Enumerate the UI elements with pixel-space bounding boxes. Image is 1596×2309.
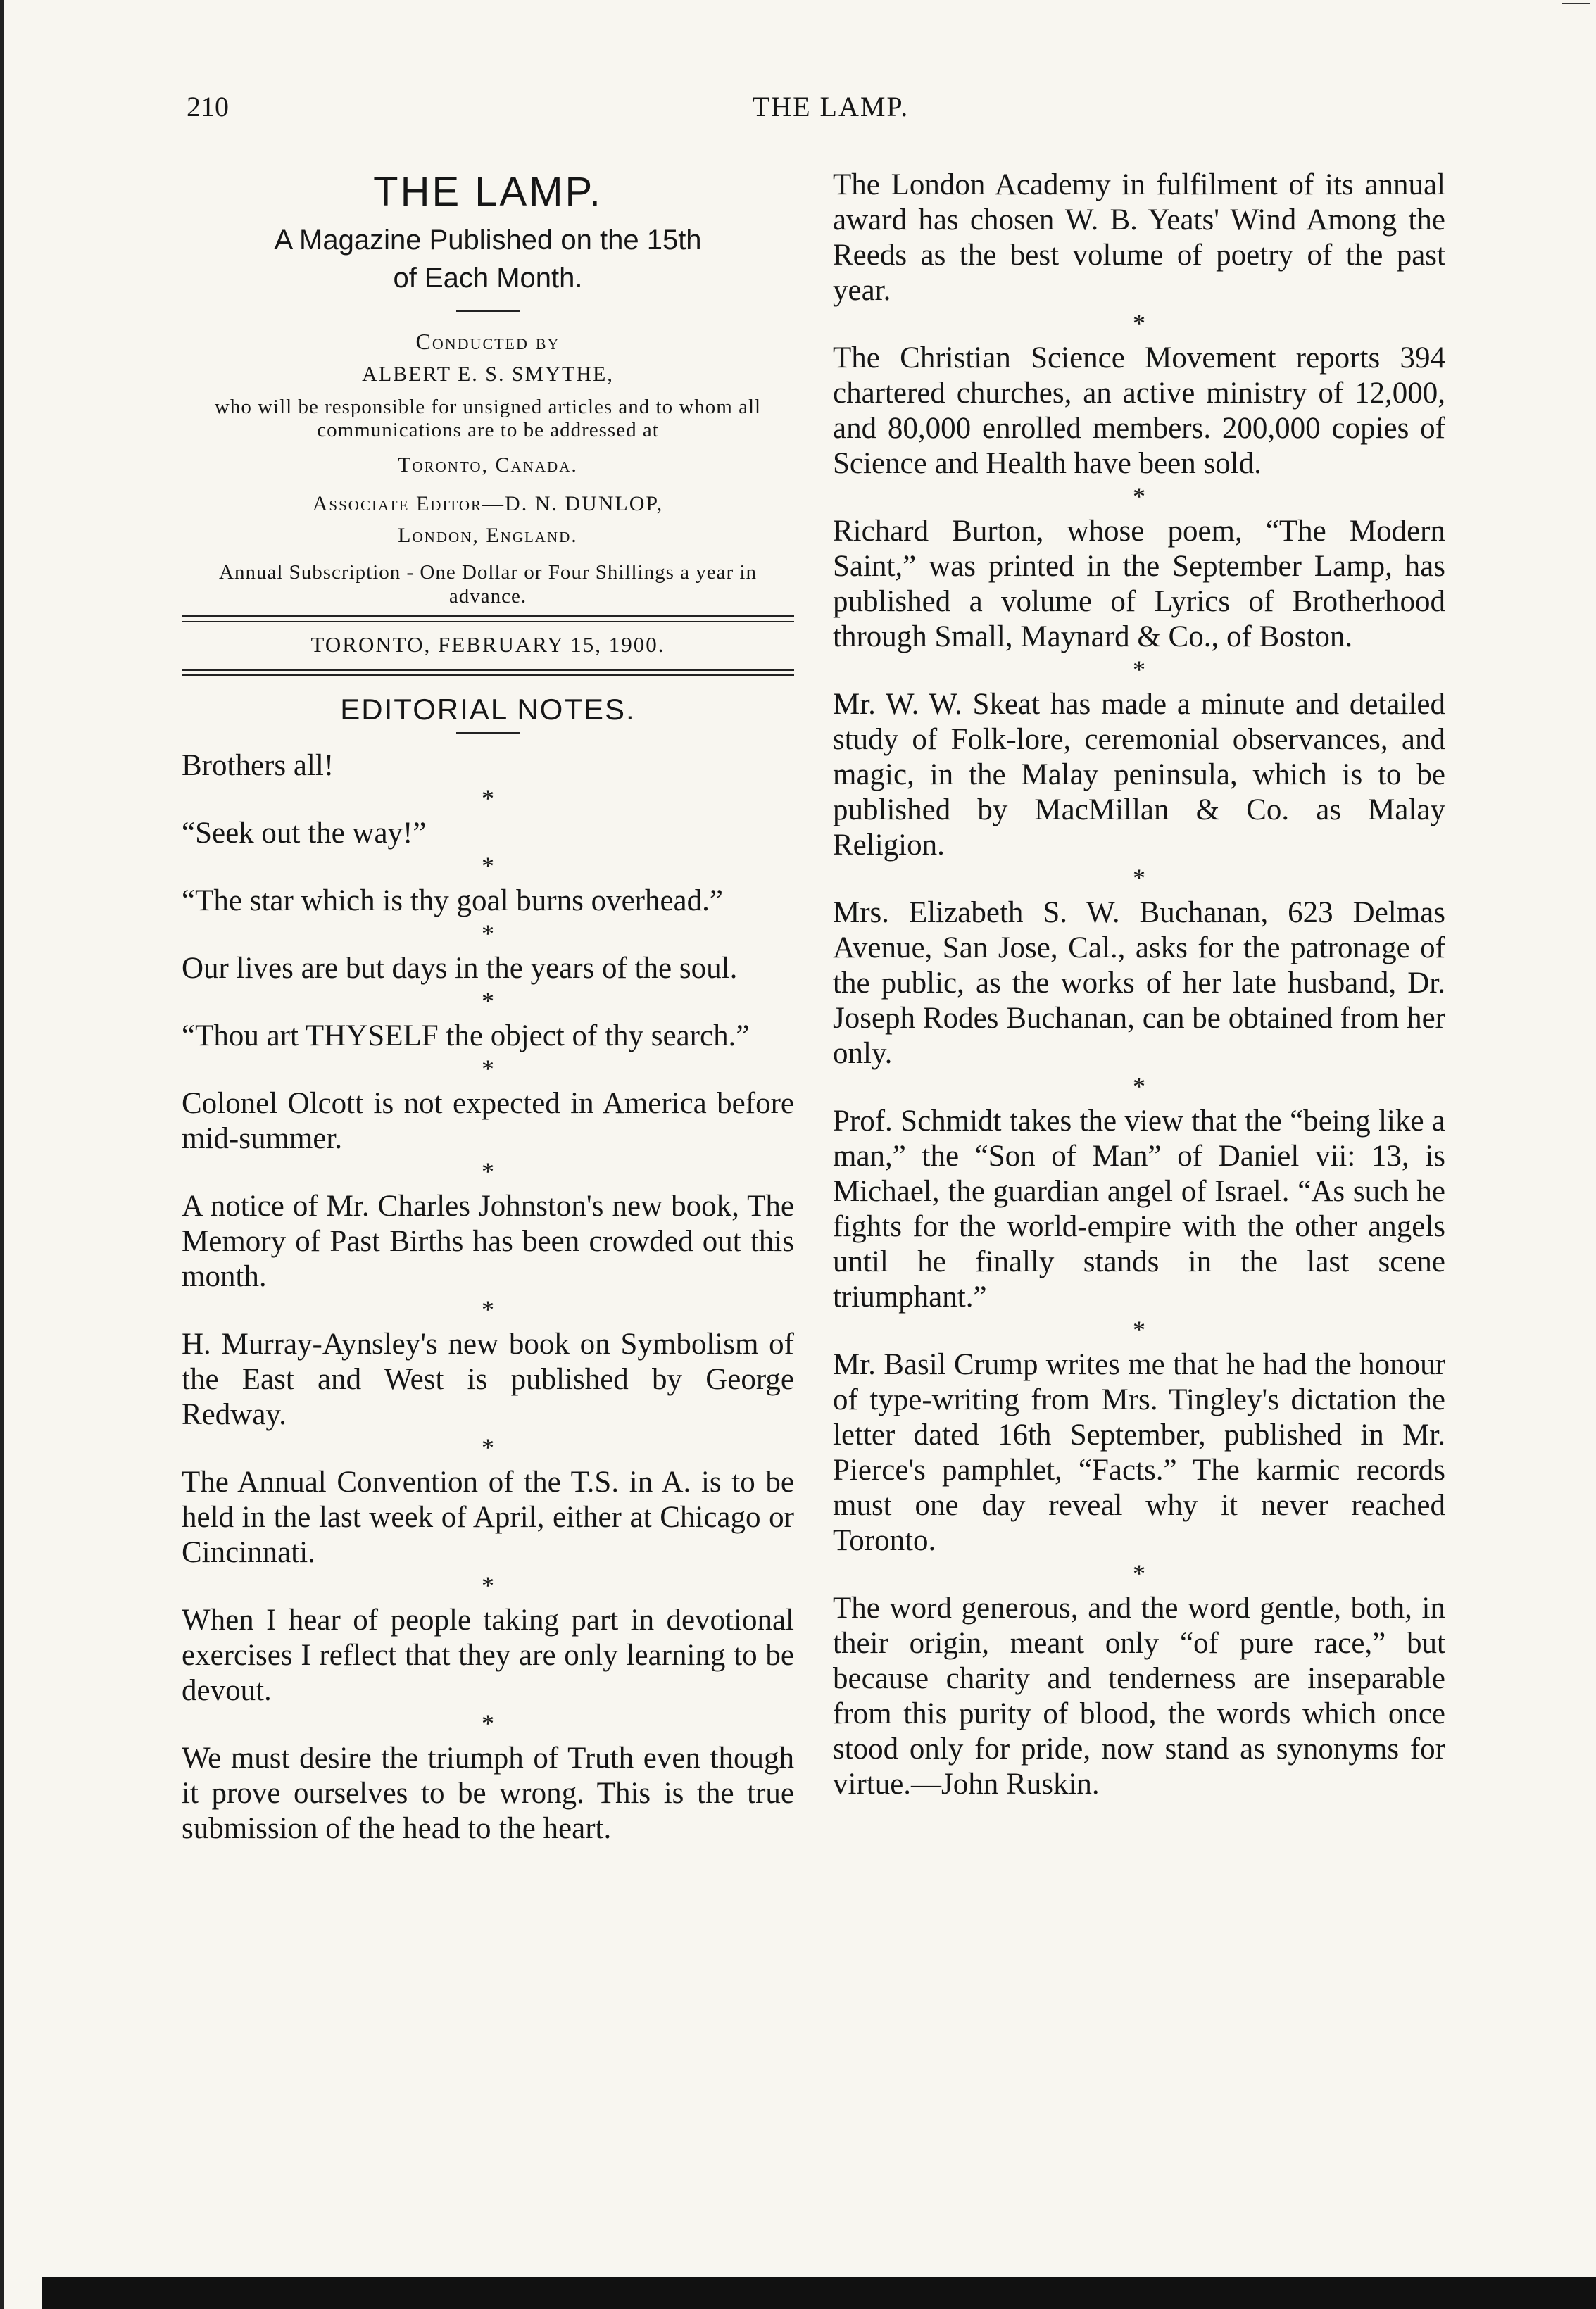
right-column: [833, 168, 1445, 1802]
note-separator: *: [1133, 482, 1145, 510]
editorial-note: Prof. Schmidt takes the view that the “being like a man,” the “Son of Man” of Daniel vii: 13, is Michael, the guardian angel of Israel. “As such he fights for the world-empire with the other angels until he finally stands in the last scene triumphant.”: [833, 1105, 1445, 1314]
page-number: 210: [187, 91, 229, 122]
page-edge-shadow: [0, 0, 4, 2309]
note-separator: *: [1133, 1072, 1145, 1100]
dateline-rule-top: [182, 615, 794, 622]
associate-editor: Associate Editor—D. N. DUNLOP,: [312, 492, 664, 516]
editorial-note: “Thou art THYSELF the object of thy search.”: [182, 1019, 750, 1052]
editorial-note: Colonel Olcott is not expected in America before mid-summer.: [182, 1086, 794, 1155]
responsibility-note: who will be responsible for unsigned articles and to whom all communications are to be addressed at: [214, 395, 762, 441]
note-separator: *: [1133, 1316, 1145, 1344]
note-separator: *: [482, 1054, 494, 1083]
editorial-note: A notice of Mr. Charles Johnston's new book, The Memory of Past Births has been crowded out this month.: [182, 1189, 794, 1293]
editorial-note: Richard Burton, whose poem, “The Modern Saint,” was printed in the September Lamp, has published a volume of Lyrics of Brotherhood through Small, Maynard & Co., of Boston.: [833, 515, 1445, 653]
running-title: THE LAMP.: [752, 91, 910, 122]
editorial-note: The London Academy in fulfilment of its annual award has chosen W. B. Yeats' Wind Among the Reeds as the best volume of poetry of the past year.: [833, 168, 1445, 307]
note-separator: *: [482, 851, 494, 880]
editorial-note: Mr. W. W. Skeat has made a minute and detailed study of Folk-lore, ceremonial observances, and magic, in the Malay peninsula, which is to be published by MacMillan & Co. as Malay Religion.: [833, 688, 1445, 862]
editorial-note: The Christian Science Movement reports 394 chartered churches, an active ministry of 12,000, and 80,000 enrolled members. 200,000 copies of Science and Health have been sold.: [833, 341, 1445, 480]
masthead-rule: [456, 310, 520, 312]
masthead-subtitle-2: of Each Month.: [393, 262, 583, 294]
left-column: [182, 168, 794, 1846]
subscription-note: Annual Subscription - One Dollar or Four Shillings a year in advance.: [219, 561, 757, 608]
note-separator: *: [482, 784, 494, 812]
note-separator: *: [1133, 864, 1145, 892]
note-separator: *: [482, 986, 494, 1015]
editor-name: ALBERT E. S. SMYTHE,: [362, 362, 614, 386]
editorial-note: Our lives are but days in the years of the soul.: [182, 951, 738, 985]
note-separator: *: [482, 1295, 494, 1323]
editorial-rule: [456, 732, 520, 734]
note-separator: *: [1133, 655, 1145, 684]
editorial-note: H. Murray-Aynsley's new book on Symbolism of the East and West is published by George Redway.: [182, 1327, 794, 1431]
associate-location: London, England.: [398, 524, 578, 548]
conducted-by: Conducted by: [415, 328, 560, 354]
note-separator: *: [482, 1433, 494, 1461]
dateline: TORONTO, FEBRUARY 15, 1900.: [310, 631, 665, 657]
dateline-rule-bottom: [182, 669, 794, 676]
editor-address: Toronto, Canada.: [398, 453, 578, 477]
editorial-note: The Annual Convention of the T.S. in A. is to be held in the last week of April, either at Chicago or Cincinnati.: [182, 1465, 794, 1569]
note-separator: *: [482, 1571, 494, 1599]
editorial-note: “Seek out the way!”: [182, 816, 427, 850]
editorial-note: The word generous, and the word gentle, both, in their origin, meant only “of pure race,” but because charity and tenderness are inseparable from this purity of blood, the words which once stood only for pride, now stand as synonyms for virtue.—John Ruskin.: [833, 1592, 1445, 1801]
note-separator: *: [482, 1709, 494, 1737]
editorial-heading: EDITORIAL NOTES.: [340, 692, 636, 726]
corner-mark: [1562, 3, 1590, 4]
note-separator: *: [1133, 309, 1145, 337]
editorial-note: “The star which is thy goal burns overhead.”: [182, 883, 723, 917]
note-separator: *: [482, 1157, 494, 1185]
editorial-note: Brothers all!: [182, 748, 334, 782]
masthead-subtitle-1: A Magazine Published on the 15th: [274, 224, 702, 256]
masthead-title: THE LAMP.: [373, 169, 603, 215]
editorial-note: Mrs. Elizabeth S. W. Buchanan, 623 Delmas Avenue, San Jose, Cal., asks for the patronage of the public, as the works of her late husband, Dr. Joseph Rodes Buchanan, can be obtained from her only.: [833, 896, 1445, 1070]
editorial-note: Mr. Basil Crump writes me that he had the honour of type-writing from Mrs. Tingley's dictation the letter dated 16th September, published in Mr. Pierce's pamphlet, “Facts.” The karmic records must one day reveal why it never reached Toronto.: [833, 1348, 1445, 1557]
editorial-note: When I hear of people taking part in devotional exercises I reflect that they are only learning to be devout.: [182, 1603, 794, 1707]
editorial-note: We must desire the triumph of Truth even though it prove ourselves to be wrong. This is the true submission of the head to the heart.: [182, 1741, 794, 1845]
running-head: [187, 90, 1475, 132]
scan-bottom-edge: [42, 2277, 1596, 2309]
note-separator: *: [482, 919, 494, 948]
note-separator: *: [1133, 1559, 1145, 1587]
